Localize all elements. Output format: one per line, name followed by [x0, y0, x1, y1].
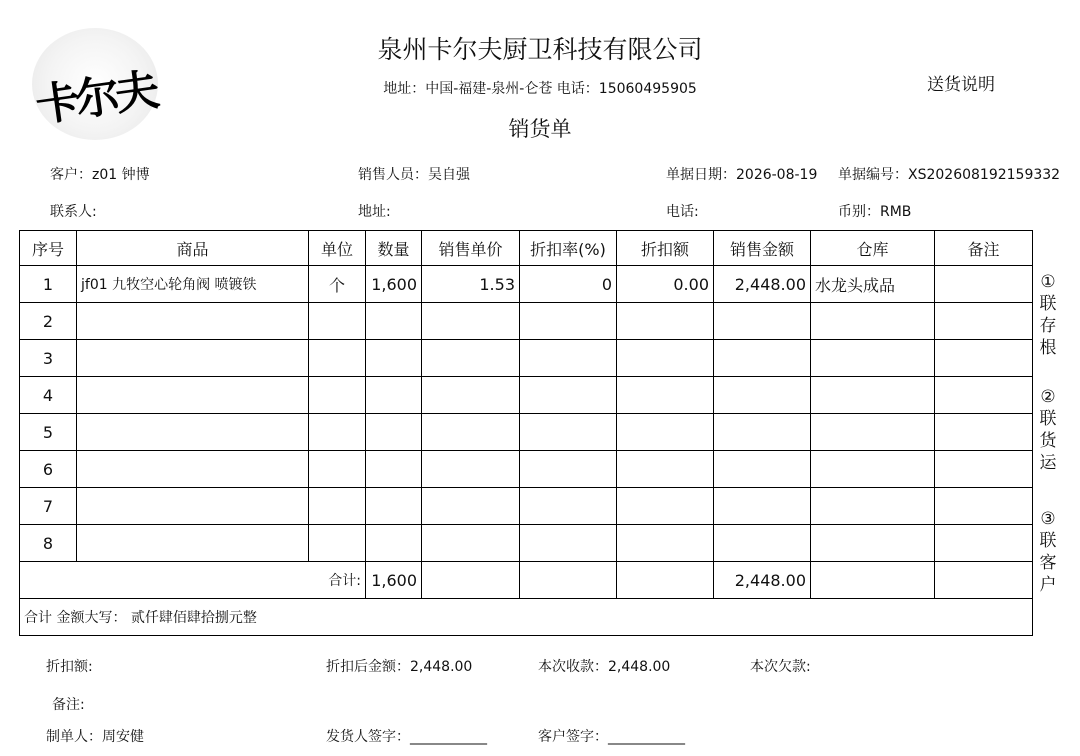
cell-discount-amount — [617, 525, 714, 562]
col-header-discount-rate: 折扣率(%) — [520, 231, 617, 266]
copy-tag-char: 联 — [1039, 409, 1057, 429]
document-number: 单据编号：XS20260819215933​2 — [838, 167, 1061, 183]
cell-remarks — [935, 414, 1033, 451]
cell-sales-amount — [714, 303, 811, 340]
company-name: 泉州卡尔夫厨卫科技有限公司 — [377, 35, 703, 64]
cell-remarks — [935, 340, 1033, 377]
cell-product — [77, 377, 309, 414]
cell-discount-rate — [520, 525, 617, 562]
col-header-discount-amount: 折扣额 — [617, 231, 714, 266]
cell-qty — [366, 414, 422, 451]
table-total-row — [20, 562, 1033, 599]
cell-remarks — [935, 377, 1033, 414]
total-qty: 1,600 — [366, 562, 422, 599]
table-row — [20, 340, 1033, 377]
cell-unit: 个 — [309, 266, 366, 303]
cell-warehouse — [811, 414, 935, 451]
cell-unit — [309, 414, 366, 451]
total-empty-cell — [617, 562, 714, 599]
cell-remarks — [935, 266, 1033, 303]
total-amount: 2,448.00 — [714, 562, 811, 599]
cell-discount-rate — [520, 414, 617, 451]
company-address: 地址：中国-福建-泉州-仑苍 电话：15060495905 — [383, 81, 697, 97]
cell-sales-amount — [714, 340, 811, 377]
address-field: 地址: — [358, 204, 391, 220]
cell-index: 5 — [20, 414, 77, 451]
cell-discount-rate — [520, 451, 617, 488]
copy-tag-char: 货 — [1039, 431, 1057, 451]
cell-remarks — [935, 525, 1033, 562]
cell-sales-amount — [714, 414, 811, 451]
cell-index: 3 — [20, 340, 77, 377]
cell-index: 4 — [20, 377, 77, 414]
col-header-warehouse: 仓库 — [811, 231, 935, 266]
copy-tag-customer — [1036, 508, 1060, 596]
total-empty-cell — [422, 562, 520, 599]
total-empty-cell — [811, 562, 935, 599]
cell-unit — [309, 340, 366, 377]
table-row — [20, 488, 1033, 525]
table-row — [20, 266, 1033, 303]
cell-discount-amount — [617, 340, 714, 377]
sales-table — [19, 230, 1033, 636]
cell-unit-price — [422, 451, 520, 488]
cell-unit-price — [422, 525, 520, 562]
amount-words-row — [20, 599, 1033, 636]
cell-qty — [366, 488, 422, 525]
cell-qty — [366, 303, 422, 340]
cell-warehouse — [811, 488, 935, 525]
cell-discount-amount: 0.00 — [617, 266, 714, 303]
logo-text: 卡尔夫 — [32, 64, 159, 133]
customer-field: 客户：z01 钟博 — [50, 167, 150, 183]
cell-product: jf01 九牧空心轮角阀 喷镀铁 — [77, 266, 309, 303]
table-row — [20, 414, 1033, 451]
copy-tag-number: ③ — [1040, 509, 1056, 529]
copy-tag-char: 户 — [1039, 575, 1057, 595]
document-title: 销货单 — [508, 117, 572, 141]
discount-amount-field: 折扣额: — [46, 659, 93, 675]
total-empty-cell — [520, 562, 617, 599]
cell-discount-amount — [617, 303, 714, 340]
cell-index: 6 — [20, 451, 77, 488]
cell-unit-price — [422, 488, 520, 525]
cell-product — [77, 340, 309, 377]
copy-tag-char: 联 — [1039, 531, 1057, 551]
cell-index: 1 — [20, 266, 77, 303]
copy-tag-number: ① — [1040, 272, 1056, 292]
cell-index: 7 — [20, 488, 77, 525]
total-empty-cell — [935, 562, 1033, 599]
cell-qty — [366, 340, 422, 377]
col-header-sales-amount: 销售金额 — [714, 231, 811, 266]
col-header-qty: 数量 — [366, 231, 422, 266]
copy-tag-char: 根 — [1039, 338, 1057, 358]
cell-unit — [309, 525, 366, 562]
document-maker: 制单人：周安健 — [46, 729, 144, 745]
cell-product — [77, 451, 309, 488]
cell-product — [77, 303, 309, 340]
cell-discount-rate — [520, 303, 617, 340]
cell-qty — [366, 377, 422, 414]
cell-product — [77, 414, 309, 451]
cell-sales-amount — [714, 488, 811, 525]
after-discount-amount: 折扣后金额：2,448.00 — [326, 659, 473, 675]
cell-unit-price — [422, 340, 520, 377]
cell-warehouse — [811, 377, 935, 414]
cell-remarks — [935, 451, 1033, 488]
col-header-unit: 单位 — [309, 231, 366, 266]
cell-discount-amount — [617, 451, 714, 488]
cell-unit-price — [422, 377, 520, 414]
cell-warehouse — [811, 525, 935, 562]
customer-signature: 客户签字：___________ — [538, 729, 685, 745]
remarks-field: 备注: — [52, 697, 85, 713]
cell-unit — [309, 488, 366, 525]
cell-warehouse — [811, 451, 935, 488]
cell-index: 2 — [20, 303, 77, 340]
total-label: 合计: — [20, 562, 366, 599]
cell-product — [77, 488, 309, 525]
cell-unit — [309, 303, 366, 340]
copy-tag-stub — [1036, 271, 1060, 359]
cell-qty — [366, 525, 422, 562]
copy-tag-number: ② — [1040, 387, 1056, 407]
cell-product — [77, 525, 309, 562]
cell-warehouse — [811, 303, 935, 340]
cell-index: 8 — [20, 525, 77, 562]
cell-discount-rate — [520, 377, 617, 414]
cell-unit — [309, 377, 366, 414]
cell-discount-amount — [617, 488, 714, 525]
cell-discount-amount — [617, 377, 714, 414]
copy-tag-char: 运 — [1039, 453, 1057, 473]
cell-qty: 1,600 — [366, 266, 422, 303]
table-row — [20, 451, 1033, 488]
cell-sales-amount — [714, 451, 811, 488]
table-header-row — [20, 231, 1033, 266]
col-header-index: 序号 — [20, 231, 77, 266]
cell-sales-amount — [714, 525, 811, 562]
table-row — [20, 303, 1033, 340]
received-amount: 本次收款：2,448.00 — [538, 659, 671, 675]
salesperson-field: 销售人员：吴自强 — [358, 167, 470, 183]
shipper-signature: 发货人签字：___________ — [326, 729, 487, 745]
cell-unit-price: 1.53 — [422, 266, 520, 303]
currency-field: 币别：RMB — [838, 204, 912, 220]
delivery-note-link[interactable]: 送货说明 — [927, 75, 995, 95]
col-header-unit-price: 销售单价 — [422, 231, 520, 266]
cell-unit-price — [422, 414, 520, 451]
document-date: 单据日期：2026-08-19 — [666, 167, 818, 183]
cell-sales-amount: 2,448.00 — [714, 266, 811, 303]
cell-remarks — [935, 488, 1033, 525]
copy-tag-shipping — [1036, 386, 1060, 474]
phone-field: 电话: — [666, 204, 699, 220]
copy-tag-char: 客 — [1039, 553, 1057, 573]
cell-discount-amount — [617, 414, 714, 451]
copy-tag-char: 存 — [1039, 316, 1057, 336]
cell-warehouse — [811, 340, 935, 377]
col-header-product: 商品 — [77, 231, 309, 266]
table-row — [20, 377, 1033, 414]
cell-remarks — [935, 303, 1033, 340]
col-header-remarks: 备注 — [935, 231, 1033, 266]
cell-qty — [366, 451, 422, 488]
table-row — [20, 525, 1033, 562]
owed-amount-field: 本次欠款: — [750, 659, 811, 675]
cell-unit — [309, 451, 366, 488]
cell-warehouse: 水龙头成品 — [811, 266, 935, 303]
cell-sales-amount — [714, 377, 811, 414]
cell-discount-rate — [520, 488, 617, 525]
cell-unit-price — [422, 303, 520, 340]
amount-in-words: 合计 金额大写： 贰仟肆佰肆拾捌元整 — [20, 599, 1033, 636]
copy-tag-char: 联 — [1039, 294, 1057, 314]
cell-discount-rate: 0 — [520, 266, 617, 303]
cell-discount-rate — [520, 340, 617, 377]
contact-field: 联系人: — [50, 204, 97, 220]
